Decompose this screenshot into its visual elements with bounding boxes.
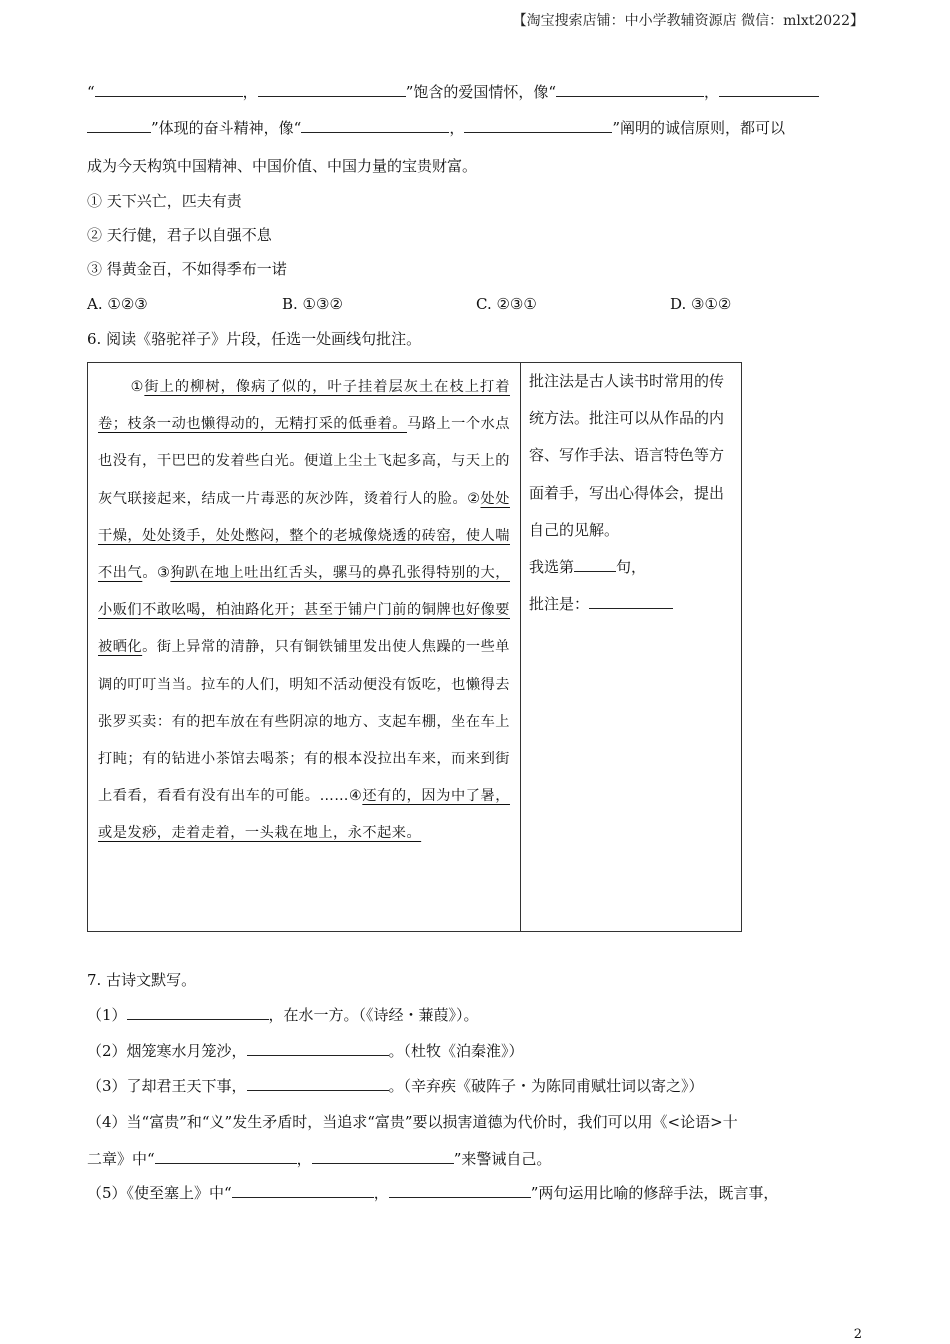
- option-a[interactable]: A. ①②③: [87, 295, 148, 313]
- q7-item-1: （1） ，在水一方。（《诗经・蒹葭》）。: [87, 1006, 479, 1024]
- answer-blank[interactable]: [155, 1149, 297, 1164]
- answer-blank[interactable]: [87, 118, 151, 133]
- answer-blank[interactable]: [95, 82, 243, 97]
- answer-blank[interactable]: [464, 118, 612, 133]
- answer-blank[interactable]: [389, 1183, 531, 1198]
- page-header: 【淘宝搜索店铺：中小学教辅资源店 微信：mlxt2022】: [512, 13, 864, 29]
- answer-blank[interactable]: [232, 1183, 374, 1198]
- underlined-sentence-2[interactable]: 处处干燥，处处烫手，处处憋闷，整个的老城像烧透的砖窑，使人喘不出气: [98, 490, 510, 582]
- q7-title: 7. 古诗文默写。: [87, 971, 197, 989]
- annotation-line: 批注是：: [529, 586, 733, 623]
- annotation-blank[interactable]: [589, 594, 673, 609]
- choose-sentence-line: 我选第 句，: [529, 558, 647, 577]
- q5-item-2: ② 天行健，君子以自强不息: [87, 226, 272, 244]
- passage-cell: [88, 363, 521, 932]
- passage-table: [87, 362, 742, 932]
- q6-title: 6. 阅读《骆驼祥子》片段，任选一处画线句批注。: [87, 330, 422, 348]
- option-b[interactable]: B. ①③②: [282, 295, 343, 313]
- q7-item-4-line-1: （4）当“富贵”和“义”发生矛盾时，当追求“富贵”要以损害道德为代价时，我们可以用《<论语>十: [87, 1113, 738, 1131]
- answer-blank[interactable]: [127, 1005, 269, 1020]
- q5-line-3: 成为今天构筑中国精神、中国价值、中国力量的宝贵财富。: [87, 157, 478, 175]
- option-d[interactable]: D. ③①②: [670, 295, 732, 313]
- answer-blank[interactable]: [247, 1041, 389, 1056]
- q5-item-1: ① 天下兴亡，匹夫有责: [87, 192, 242, 210]
- q7-item-3: （3）了却君王天下事， 。（辛弃疾《破阵子・为陈同甫赋壮词以寄之》）: [87, 1077, 704, 1095]
- answer-blank[interactable]: [301, 118, 449, 133]
- annotation-instructions: 批注法是古人读书时常用的传统方法。批注可以从作品的内容、写作手法、语言特色等方面着手，写出心得体会，提出自己的见解。: [529, 372, 725, 539]
- annotation-cell: [521, 363, 742, 932]
- answer-blank[interactable]: [556, 82, 704, 97]
- q5-line-2: ”体现的奋斗精神，像“ ， ”阐明的诚信原则，都可以: [87, 118, 785, 138]
- q5-line-1: “ ， ”饱含的爱国情怀，像“ ，: [87, 82, 819, 102]
- answer-blank[interactable]: [258, 82, 406, 97]
- sentence-number-blank[interactable]: [574, 557, 616, 572]
- answer-blank[interactable]: [247, 1076, 389, 1091]
- page-number: 2: [853, 1327, 862, 1342]
- q7-item-4-line-2: 二章》中“ ， ”来警诫自己。: [87, 1150, 552, 1168]
- passage-text: ①街上的柳树，像病了似的，叶子挂着层灰土在枝上打着卷；枝条一动也懒得动的，无精打采的低垂着。马路上一个水点也没有，干巴巴的发着些白光。便道上尘土飞起多高，与天上的灰气联接起来，结成一片毒恶的灰沙阵，烫着行人的脸。②处处干燥，处处烫手，处处憋闷，整个的老城像烧透的砖窑，使人喘不出气。③狗趴在地上吐出红舌头，骡马的鼻孔张得特别的大，小贩们不敢吆喝，柏油路化开；甚至于铺户门前的铜牌也好像要被晒化。街上异常的清静，只有铜铁铺里发出使人焦躁的一些单调的叮叮当当。拉车的人们，明知不活动便没有饭吃，也懒得去张罗买卖：有的把车放在有些阴凉的地方、支起车棚，坐在车上打盹；有的钻进小茶馆去喝茶；有的根本没拉出车来，而来到街上看看，看看有没有出车的可能。……④还有的，因为中了暑，或是发痧，走着走着，一头栽在地上，永不起来。: [98, 379, 510, 842]
- underlined-sentence-1[interactable]: 街上的柳树，像病了似的，叶子挂着层灰土在枝上打着卷；枝条一动也懒得动的，无精打采的低垂着。: [98, 379, 510, 433]
- underlined-sentence-3[interactable]: 狗趴在地上吐出红舌头，骡马的鼻孔张得特别的大，小贩们不敢吆喝，柏油路化开；甚至于铺户门前的铜牌也好像要被晒化: [98, 565, 510, 656]
- answer-blank[interactable]: [719, 82, 819, 97]
- q5-item-3: ③ 得黄金百，不如得季布一诺: [87, 260, 287, 278]
- q7-item-2: （2）烟笼寒水月笼沙， 。（杜牧《泊秦淮》）: [87, 1042, 524, 1060]
- option-c[interactable]: C. ②③①: [476, 295, 537, 313]
- underlined-sentence-4[interactable]: 还有的，因为中了暑，或是发痧，走着走着，一头栽在地上，永不起来。: [98, 788, 510, 842]
- q5-options: [87, 294, 731, 314]
- answer-blank[interactable]: [312, 1149, 454, 1164]
- q7-item-5: （5）《使至塞上》中“ ， ”两句运用比喻的修辞手法，既言事，: [87, 1184, 779, 1202]
